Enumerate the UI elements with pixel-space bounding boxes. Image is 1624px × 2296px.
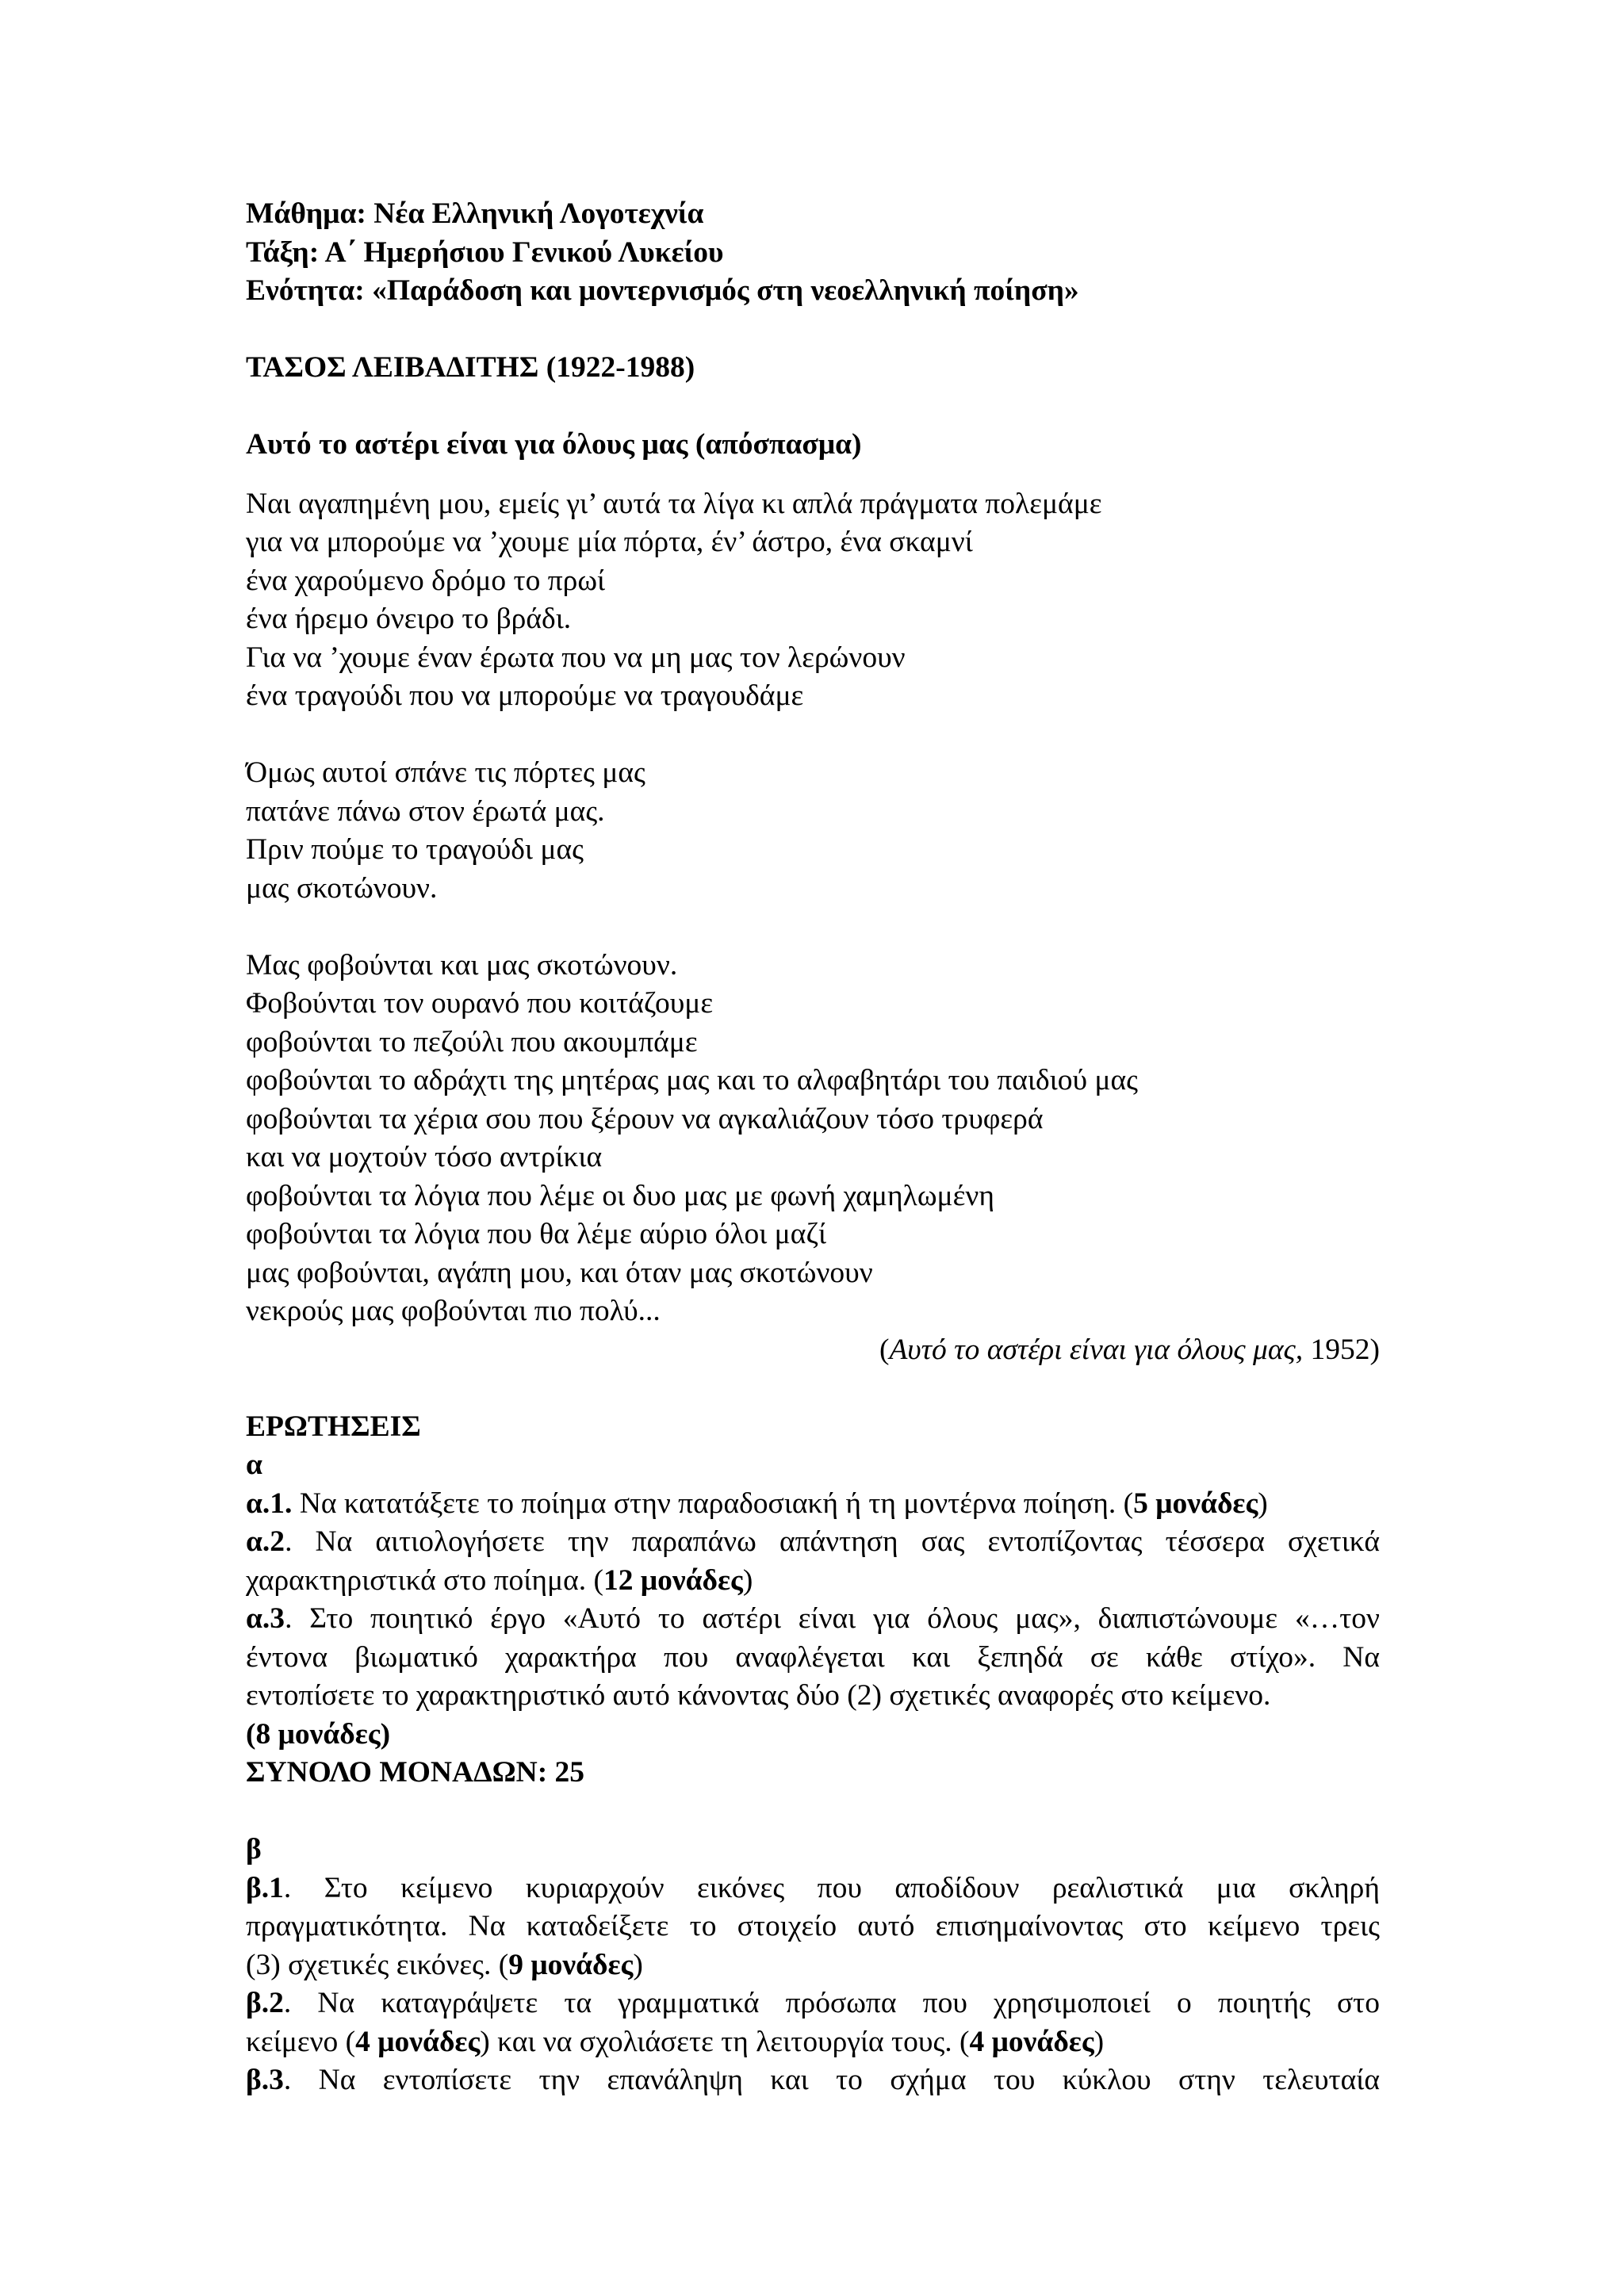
poem-line: φοβούνται το πεζούλι που ακουμπάμε bbox=[246, 1025, 698, 1058]
poem-line: φοβούνται τα λόγια που θα λέμε αύριο όλοι μαζί bbox=[246, 1218, 827, 1250]
poem-line: φοβούνται τα χέρια σου που ξέρουν να αγκαλιάζουν τόσο τρυφερά bbox=[246, 1102, 1044, 1135]
poem-line: φοβούνται τα λόγια που λέμε οι δυο μας με φωνή χαμηλωμένη bbox=[246, 1179, 994, 1212]
question-b1: β.1. Στο κείμενο κυριαρχούν εικόνες που αποδίδουν ρεαλιστικά μια σκληρή πραγματικότητα. Να καταδείξετε το στοιχείο αυτό επισημαίνοντας στο κείμενο τρεις (3) σχετικές εικόνες. (9 μονάδες) bbox=[246, 1871, 1380, 1981]
poem-line: φοβούνται το αδράχτι της μητέρας μας και το αλφαβητάρι του παιδιού μας bbox=[246, 1064, 1139, 1096]
poem-line: μας φοβούνται, αγάπη μου, και όταν μας σκοτώνουν bbox=[246, 1256, 873, 1289]
source-title: Αυτό το αστέρι είναι για όλους μας, bbox=[889, 1333, 1304, 1366]
poem-line: ένα ήρεμο όνειρο το βράδι. bbox=[246, 603, 572, 635]
poem-line: Μας φοβούνται και μας σκοτώνουν. bbox=[246, 948, 678, 982]
question-b3: β.3. Να εντοπίσετε την επανάληψη και το σχήμα του κύκλου στην τελευταία bbox=[246, 2064, 1380, 2096]
poem-line: Φοβούνται τον ουρανό που κοιτάζουμε bbox=[246, 987, 714, 1020]
stanza-3 bbox=[246, 947, 1380, 1331]
poem-line: Για να ’χουμε έναν έρωτα που να μη μας τον λερώνουν bbox=[246, 641, 906, 674]
part-b-label: β bbox=[246, 1833, 262, 1866]
stanza-2 bbox=[246, 754, 1380, 908]
poem-line: Όμως αυτοί σπάνε τις πόρτες μας bbox=[246, 756, 645, 789]
poem-line: νεκρούς μας φοβούνται πιο πολύ... bbox=[246, 1295, 661, 1327]
total-marks: ΣΥΝΟΛΟ ΜΟΝΑΔΩΝ: 25 bbox=[246, 1756, 585, 1789]
poem-title: Αυτό το αστέρι είναι για όλους μας (απόσπασμα) bbox=[246, 428, 862, 461]
question-b2: β.2. Να καταγράψετε τα γραμματικά πρόσωπα που χρησιμοποιεί ο ποιητής στο κείμενο (4 μονάδες) και να σχολιάσετε τη λειτουργία τους. (4 μονάδες) bbox=[246, 1987, 1380, 2058]
question-a2: α.2. Να αιτιολογήσετε την παραπάνω απάντηση σας εντοπίζοντας τέσσερα σχετικά χαρακτηριστικά στο ποίημα. (12 μονάδες) bbox=[246, 1525, 1380, 1597]
questions-heading: ΕΡΩΤΗΣΕΙΣ bbox=[246, 1410, 421, 1443]
poem-line: Ναι αγαπημένη μου, εμείς γι’ αυτά τα λίγα κι απλά πράγματα πολεμάμε bbox=[246, 487, 1102, 520]
class-line: Τάξη: Α΄ Ημερήσιου Γενικού Λυκείου bbox=[246, 235, 724, 269]
poet-name: ΤΑΣΟΣ ΛΕΙΒΑΔΙΤΗΣ (1922-1988) bbox=[246, 351, 695, 384]
poem-line: ένα τραγούδι που να μπορούμε να τραγουδάμε bbox=[246, 679, 804, 712]
poem-line: Πριν πούμε το τραγούδι μας bbox=[246, 833, 584, 866]
question-a3: α.3. Στο ποιητικό έργο «Αυτό το αστέρι είναι για όλους μας», διαπιστώνουμε «…τον έντονα βιωματικό χαρακτήρα που αναφλέγεται και ξεπηδά σε κάθε στίχο». Να εντοπίσετε το χαρακτηριστικό αυτό κάνοντας δύο (2) σχετικές αναφορές στο κείμενο. (8 μονάδες) bbox=[246, 1602, 1380, 1751]
poem-line: για να μπορούμε να ’χουμε μία πόρτα, έν’ άστρο, ένα σκαμνί bbox=[246, 526, 973, 558]
subject-line: Μάθημα: Νέα Ελληνική Λογοτεχνία bbox=[246, 197, 704, 230]
poem-line: ένα χαρούμενο δρόμο το πρωί bbox=[246, 564, 606, 597]
poem-line: μας σκοτώνουν. bbox=[246, 871, 438, 905]
unit-line: Ενότητα: «Παράδοση και μοντερνισμός στη νεοελληνική ποίηση» bbox=[246, 274, 1079, 307]
part-a-label: α bbox=[246, 1448, 262, 1481]
stanza-1 bbox=[246, 485, 1380, 716]
poem-source: (Αυτό το αστέρι είναι για όλους μας, 1952) bbox=[879, 1333, 1380, 1366]
poem-line: πατάνε πάνω στον έρωτά μας. bbox=[246, 794, 605, 828]
document-page bbox=[246, 195, 1380, 2100]
question-a1: α.1. Να κατατάξετε το ποίημα στην παραδοσιακή ή τη μοντέρνα ποίηση. (5 μονάδες) bbox=[246, 1487, 1268, 1520]
poem-line: και να μοχτούν τόσο αντρίκια bbox=[246, 1141, 603, 1173]
